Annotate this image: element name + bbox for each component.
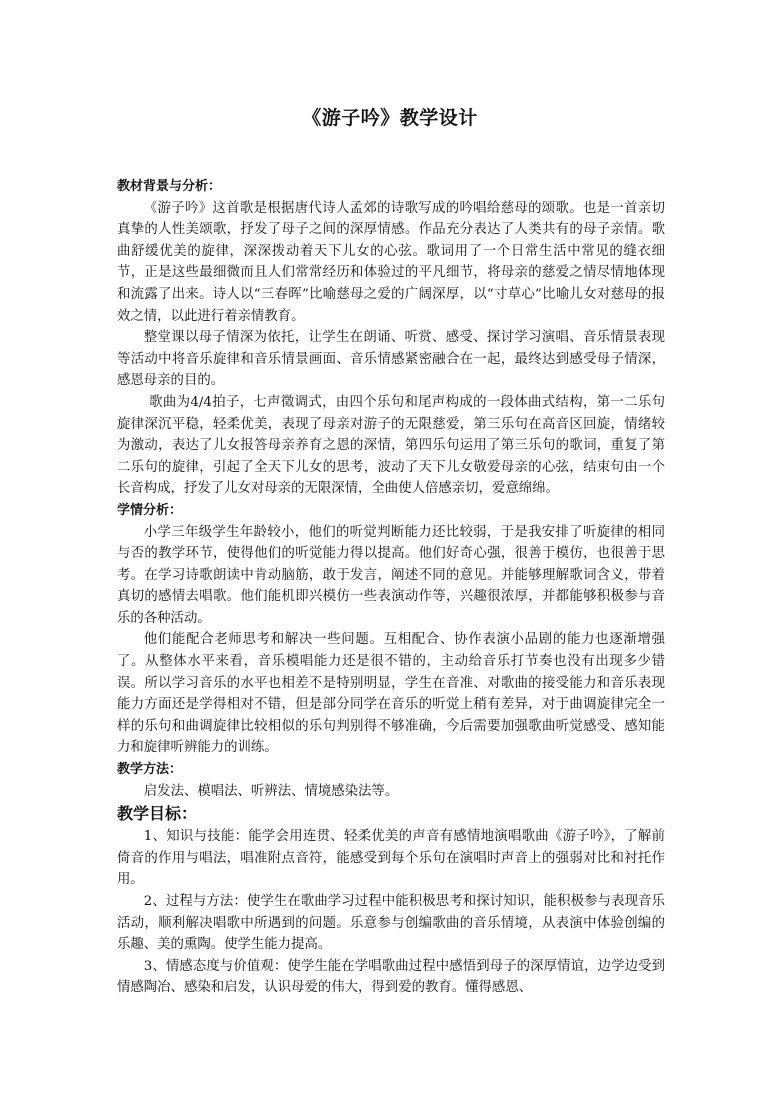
paragraph-methods-1: 启发法、模唱法、听辨法、情境感染法等。 (143, 783, 399, 799)
heading-goals: 教学目标： (117, 804, 198, 824)
paragraph-goals-1: 1、知识与技能：能学会用连贯、轻柔优美的声音有感情地演唱歌曲《游子吟》，了解前倚音的作用与唱法，唱准附点音符，能感受到每个乐句在演唱时声音上的强弱对比和衬托作用。 (117, 829, 665, 888)
paragraph-goals-2: 2、过程与方法：使学生在歌曲学习过程中能积极思考和探讨知识，能积极参与表现音乐活动，顺利解决唱歌中所遇到的问题。乐意参与创编歌曲的音乐情境，从表演中体验创编的乐趣、美的熏陶。使学生能力提高。 (117, 894, 665, 953)
paragraph-background-2: 整堂课以母子情深为依托，让学生在朗诵、听赏、感受、探讨学习演唱、音乐情景表现等活动中将音乐旋律和音乐情景画面、音乐情感紧密融合在一起，最终达到感受母子情深，感恩母亲的目的。 (117, 330, 665, 389)
paragraph-goals-3: 3、情感态度与价值观：使学生能在学唱歌曲过程中感悟到母子的深厚情谊，边学边受到情感陶冶、感染和启发，认识母爱的伟大，得到爱的教育。懂得感恩、 (117, 958, 665, 996)
document-title: 《游子吟》教学设计 (302, 107, 478, 129)
paragraph-students-2: 他们能配合老师思考和解决一些问题。互相配合、协作表演小品剧的能力也逐渐增强了。从整体水平来看，音乐模唱能力还是很不错的，主动给音乐打节奏也没有出现多少错误。所以学习音乐的水平也相差不是特别明显，学生在音准、对歌曲的接受能力和音乐表现能力方面还是学得相对不错，但是部分同学在音乐的听觉上稍有差异，对于曲调旋律完全一样的乐句和曲调旋律比较相似的乐句判别得不够准确，今后需要加强歌曲听觉感受、感知能力和旋律听辨能力的训练。 (117, 632, 665, 756)
paragraph-students-1: 小学三年级学生年龄较小，他们的听觉判断能力还比较弱，于是我安排了听旋律的相同与否的教学环节，使得他们的听觉能力得以提高。他们好奇心强，很善于模仿，也很善于思考。在学习诗歌朗读中肯动脑筋，敢于发言，阐述不同的意见。并能够理解歌词含义，带着真切的感情去唱歌。他们能机即兴模仿一些表演动作等，兴趣很浓厚，并都能够积极参与音乐的各种活动。 (117, 524, 665, 626)
paragraph-background-1: 《游子吟》这首歌是根据唐代诗人孟郊的诗歌写成的吟唱给慈母的颂歌。也是一首亲切真挚的人性美颂歌，抒发了母子之间的深厚情感。作品充分表达了人类共有的母子亲情。歌曲舒缓优美的旋律，深深拨动着天下儿女的心弦。歌词用了一个日常生活中常见的缝衣细节，正是这些最细微而且人们常常经历和体验过的平凡细节，将母亲的慈爱之情尽情地体现和流露了出来。诗人以“三春晖”比喻慈母之爱的广阔深厚，以“寸草心”比喻儿女对慈母的报效之情，以此进行着亲情教育。 (117, 200, 665, 324)
paragraph-background-3: 歌曲为4/4拍子，七声徵调式，由四个乐句和尾声构成的一段体曲式结构，第一二乐句旋律深沉平稳，轻柔优美，表现了母亲对游子的无限慈爱，第三乐句在高音区回旋，情绪较为激动，表达了儿女报答母亲养育之恩的深情，第四乐句运用了第三乐句的歌词，重复了第二乐句的旋律，引起了全天下儿女的思考，波动了天下儿女敬爱母亲的心弦，结束句由一个长音构成，抒发了儿女对母亲的无限深情，全曲使人倍感亲切，爱意绵绵。 (117, 394, 665, 497)
heading-background: 教材背景与分析： (117, 179, 222, 194)
heading-methods: 教学方法： (117, 762, 183, 778)
document-body (117, 176, 665, 999)
heading-students: 学情分析： (117, 502, 183, 518)
